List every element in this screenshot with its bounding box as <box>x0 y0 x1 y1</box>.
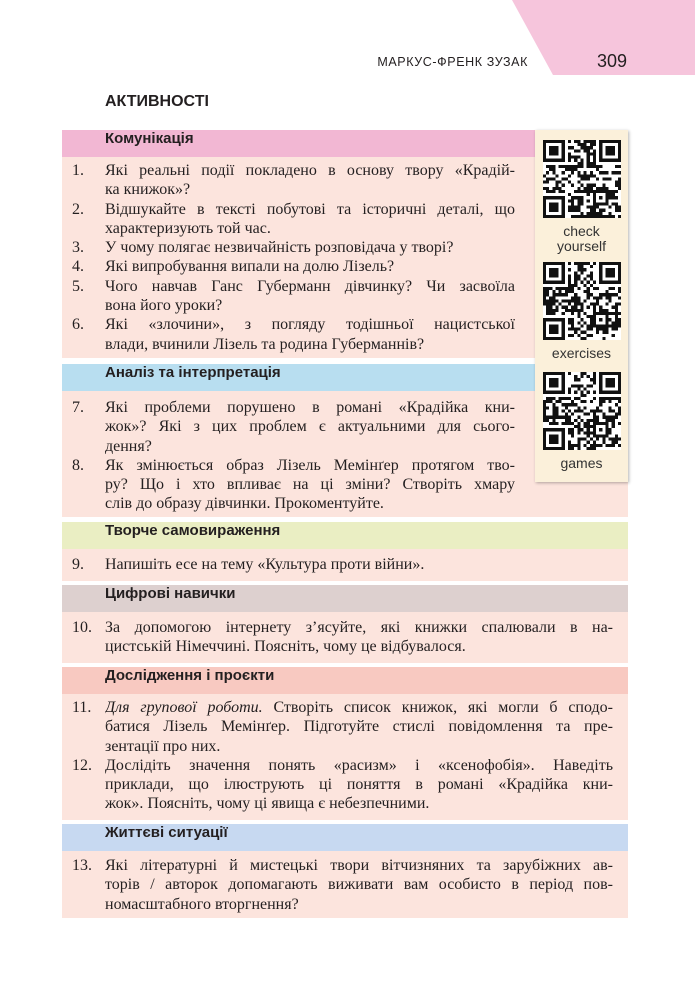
text-line: зентації про них. <box>105 737 221 755</box>
section-title: Аналіз та інтерпретація <box>105 364 281 381</box>
text-line: торів / авторок допомагають виживати вам особисто в період пов- <box>105 876 613 894</box>
section-life <box>62 824 628 918</box>
list-item <box>62 698 628 756</box>
section-header <box>62 522 628 549</box>
section-body <box>62 612 628 663</box>
item-text <box>105 200 515 239</box>
qr-label-line: check <box>563 223 600 239</box>
section-title: Цифрові навички <box>105 585 236 602</box>
text-line: Як змінюється образ Лізель Мемінґер протягом тво- <box>105 456 515 474</box>
qr-code-icon <box>543 372 621 450</box>
text-line: Які «злочини», з погляду тодішньої нацистської <box>105 316 515 334</box>
text-line: жок». Поясніть, чому ці явища є небезпечними. <box>105 795 430 813</box>
item-number: 9. <box>72 556 84 573</box>
section-research <box>62 667 628 820</box>
list-item <box>62 618 628 657</box>
item-number: 12. <box>72 756 92 774</box>
text-line: Чого навчав Ганс Губерманн дівчинку? Чи засвоїла <box>105 277 515 295</box>
text-line: У чому полягає незвичайність розповідача у творі? <box>105 239 454 257</box>
text-line: дення? <box>105 437 152 455</box>
section-header <box>62 667 628 694</box>
item-number: 1. <box>72 162 84 179</box>
item-number: 10. <box>72 619 92 636</box>
section-title: Творче самовираження <box>105 522 281 539</box>
qr-block-exercises <box>535 262 628 361</box>
page-number: 309 <box>597 51 628 71</box>
section-body <box>62 549 628 581</box>
text-line: вона його уроки? <box>105 297 223 315</box>
text-line: приклади, що ілюструють ці поняття в романі «Крадійка кни- <box>105 776 613 794</box>
item-number: 5. <box>72 277 84 295</box>
item-text <box>105 555 613 574</box>
item-text <box>105 238 515 257</box>
text-fragment: Створіть список книжок, які могли б сподо- <box>262 699 613 716</box>
item-text <box>105 257 515 276</box>
section-title: Дослідження і проєкти <box>105 667 275 684</box>
qr-block-games <box>535 372 628 471</box>
qr-label-line: games <box>560 455 603 471</box>
text-line: слів до образу дівчинки. Прокоментуйте. <box>105 495 384 513</box>
text-line: влади, вчинили Лізель та родина Губерманнів? <box>105 335 425 353</box>
item-number: 4. <box>72 258 84 276</box>
item-text <box>105 698 613 756</box>
page-number-tab <box>0 0 695 75</box>
section-creative <box>62 522 628 581</box>
text-line: номасштабного вторгнення? <box>105 895 299 913</box>
item-text <box>105 398 515 456</box>
section-body <box>62 694 628 820</box>
text-line: ка книжок»? <box>105 181 191 199</box>
text-line: Напишіть есе на тему «Культура проти війни». <box>105 556 425 573</box>
item-text <box>105 856 613 914</box>
group-work-label: Для групової роботи. <box>105 699 263 716</box>
qr-label-line: yourself <box>556 238 607 254</box>
text-line <box>105 698 613 717</box>
text-line: цистській Німеччині. Поясніть, чому це відбувалося. <box>105 638 466 656</box>
list-item <box>62 555 628 574</box>
section-body <box>62 851 628 918</box>
item-text <box>105 161 515 200</box>
page-title: АКТИВНОСТІ <box>105 93 209 110</box>
item-number: 13. <box>72 857 92 874</box>
qr-label-line: exercises <box>551 345 612 361</box>
item-text <box>105 756 613 814</box>
item-text <box>105 618 613 657</box>
text-line: Які літературні й мистецькі твори вітчизняних та зарубіжних ав- <box>105 857 613 874</box>
text-line: Дослідіть значення понять «расизм» і «ксенофобія». Наведіть <box>105 756 613 774</box>
qr-label <box>535 456 628 471</box>
item-number: 2. <box>72 200 84 218</box>
qr-label <box>535 224 628 254</box>
section-header <box>62 824 628 851</box>
list-item <box>62 856 628 914</box>
text-line: батися Лізель Мемінґер. Підготуйте стислі повідомлення та пре- <box>105 718 613 736</box>
text-line: Які випробування випали на долю Лізель? <box>105 258 395 276</box>
text-line: характеризують той час. <box>105 219 271 237</box>
item-text <box>105 456 515 514</box>
text-line: Відшукайте в тексті побутові та історичні деталі, що <box>105 200 515 218</box>
list-item <box>62 756 628 814</box>
item-text <box>105 277 515 316</box>
section-digital <box>62 585 628 663</box>
item-text <box>105 315 515 354</box>
running-header-author: МАРКУС-ФРЕНК ЗУЗАК <box>377 55 528 69</box>
item-number: 3. <box>72 239 84 257</box>
qr-code-icon <box>543 140 621 218</box>
item-number: 11. <box>72 699 92 716</box>
section-title: Життєві ситуації <box>105 824 228 841</box>
text-line: За допомогою інтернету з’ясуйте, які книжки спалювали в на- <box>105 619 613 636</box>
text-line: Які проблеми порушено в романі «Крадійка кни- <box>105 399 515 416</box>
item-number: 6. <box>72 316 84 334</box>
qr-code-icon <box>543 262 621 340</box>
item-number: 7. <box>72 399 84 416</box>
section-title: Комунікація <box>105 130 194 147</box>
text-line: Які реальні події покладено в основу твору «Крадій- <box>105 162 515 179</box>
qr-block-check-yourself <box>535 140 628 254</box>
text-line: жок»? Які з цих проблем є актуальними для сього- <box>105 418 515 436</box>
qr-label <box>535 346 628 361</box>
qr-panel <box>535 130 628 482</box>
text-line: ру? Що і хто впливає на ці зміни? Створіть хмару <box>105 476 515 494</box>
item-number: 8. <box>72 456 84 474</box>
section-header <box>62 585 628 612</box>
